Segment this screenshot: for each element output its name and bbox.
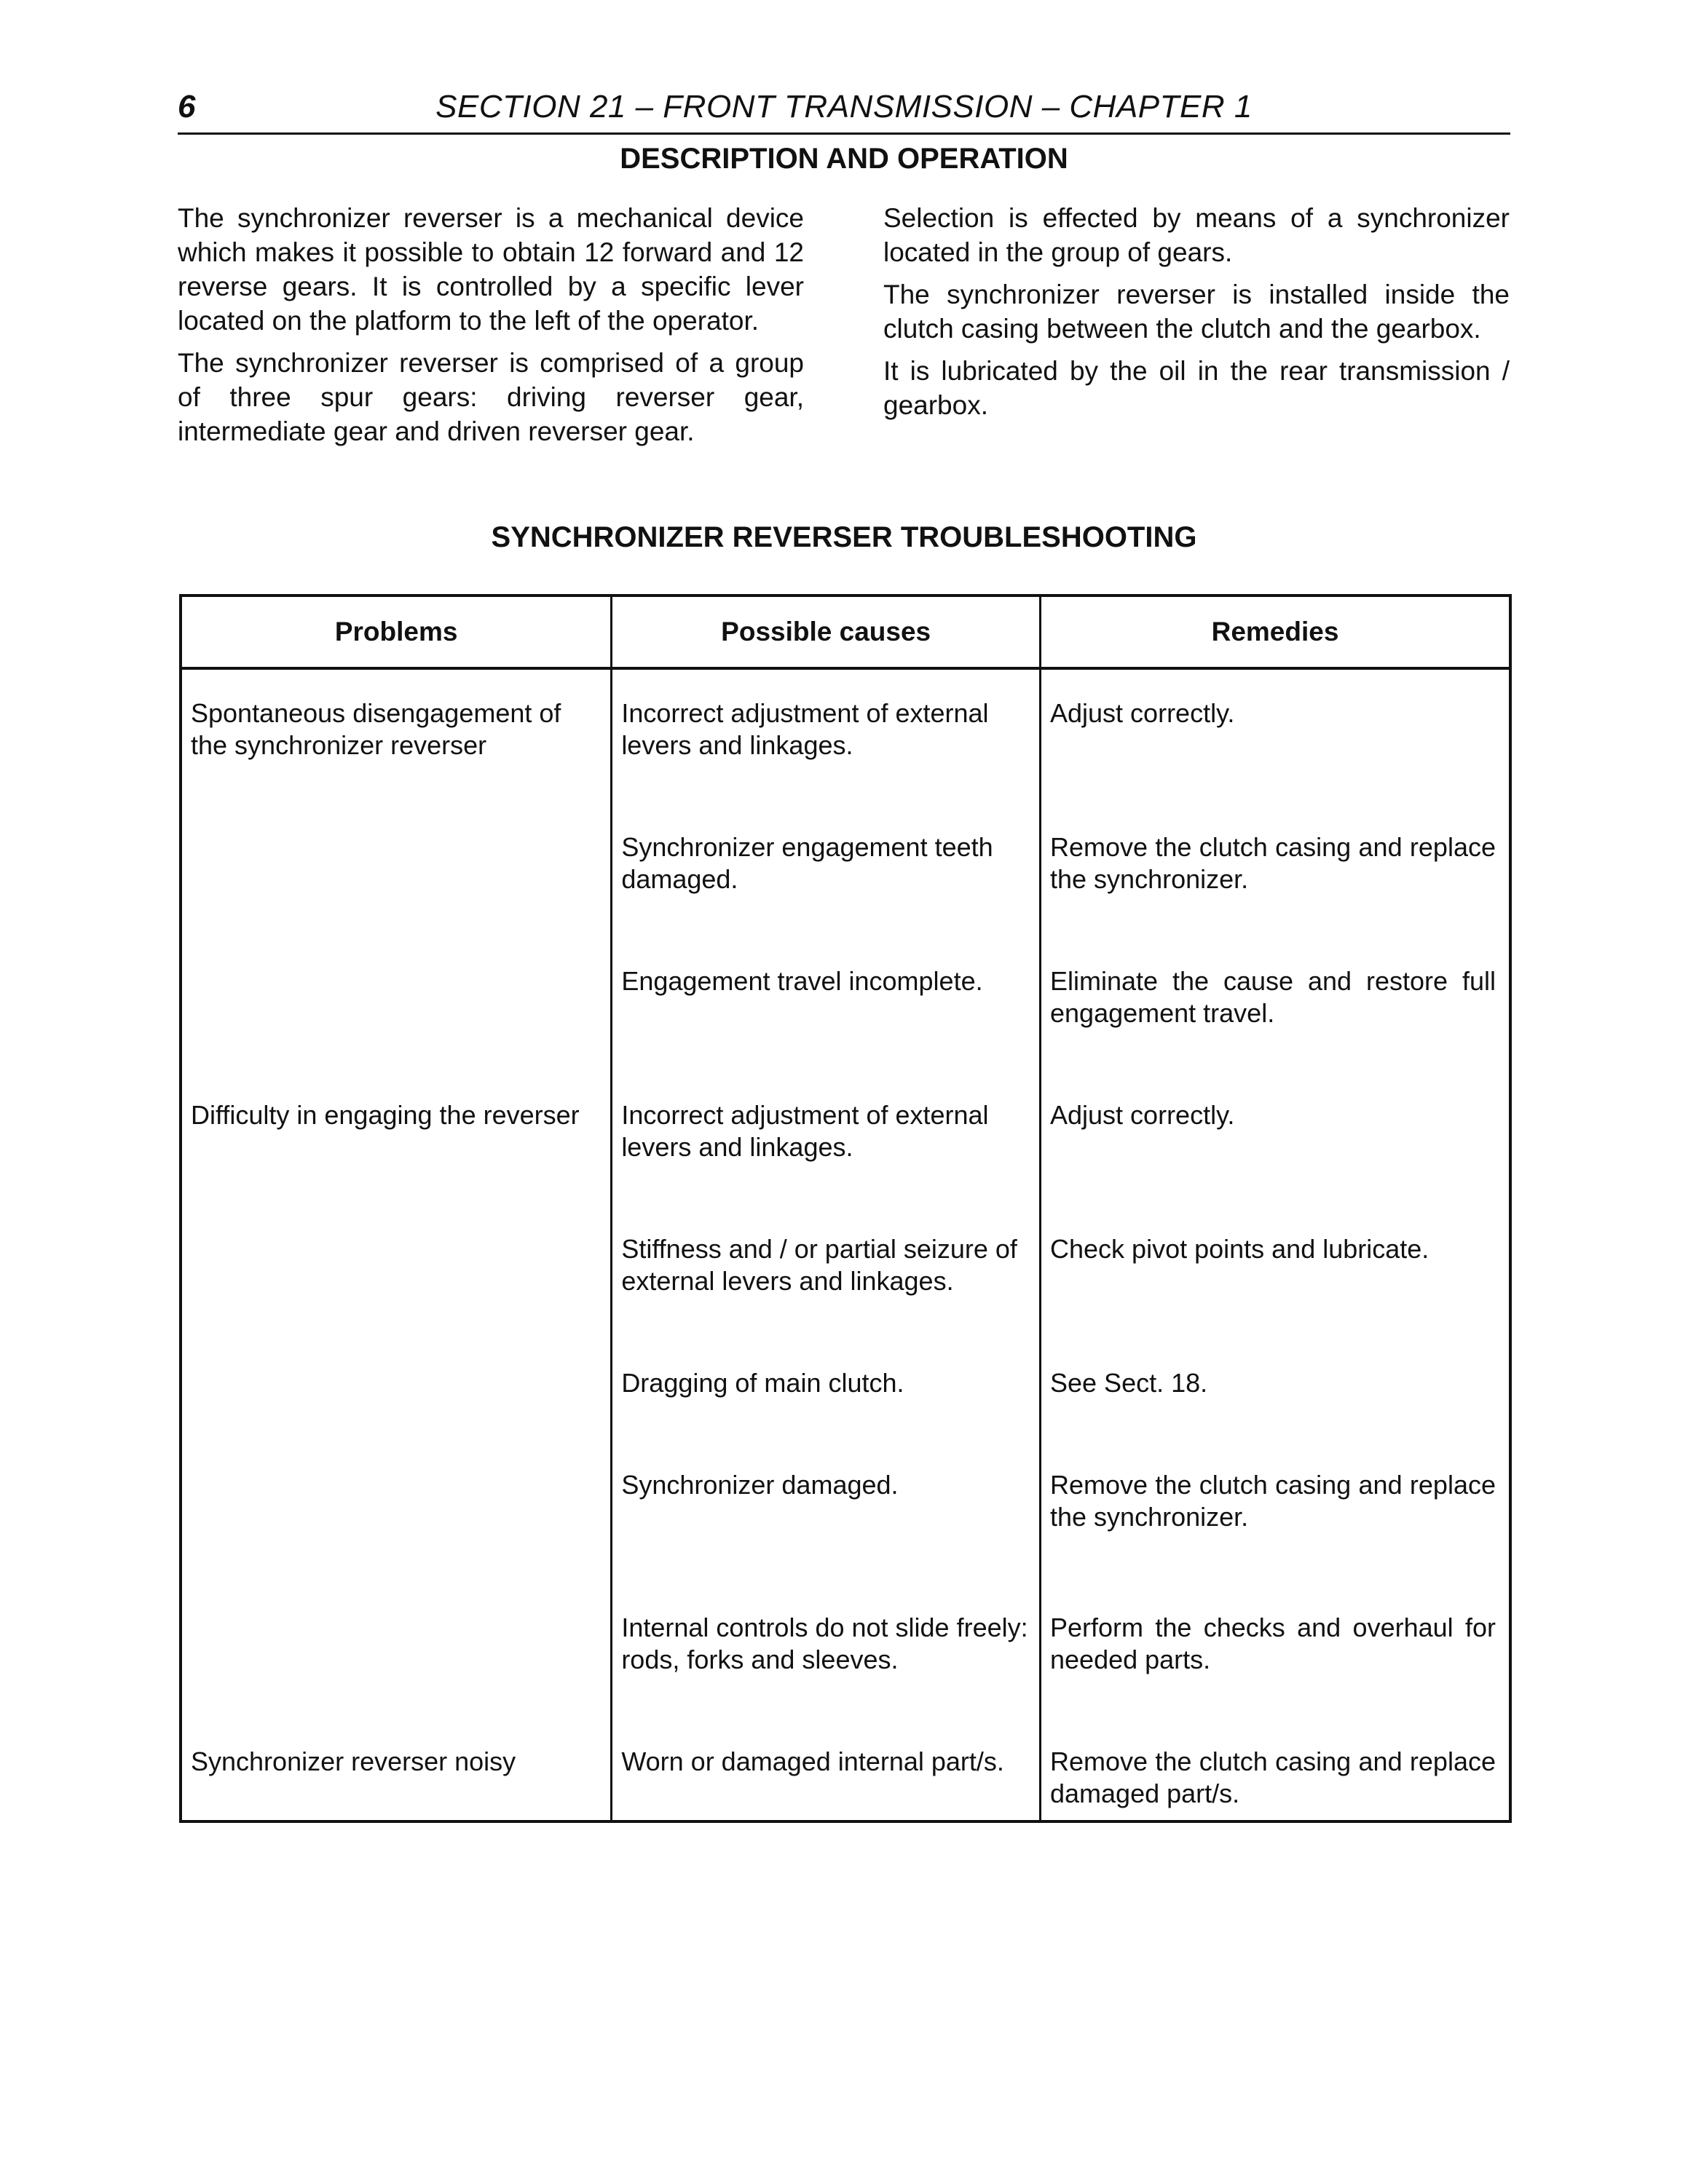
table-header-row (181, 596, 1510, 668)
page-number: 6 (178, 89, 196, 124)
table-row (181, 1718, 1510, 1821)
problem-cell: Difficulty in engaging the reverser (181, 1072, 612, 1206)
remedy-cell: Remove the clutch casing and replace the synchronizer. (1050, 832, 1496, 894)
cause-cell: Worn or damaged internal part/s. (612, 1718, 1041, 1821)
remedy-cell: Eliminate the cause and restore full engagement travel. (1050, 966, 1496, 1028)
description-paragraph: The synchronizer reverser is installed inside the clutch casing between the clutch and the gearbox. (883, 280, 1510, 344)
cause-cell: Synchronizer engagement teeth damaged. (612, 804, 1041, 938)
remedy-cell: Perform the checks and overhaul for needed parts. (1050, 1613, 1496, 1674)
header-possible-causes: Possible causes (612, 596, 1041, 668)
table-row (181, 668, 1510, 804)
remedy-cell: Remove the clutch casing and replace the synchronizer. (1050, 1470, 1496, 1532)
page-header (178, 86, 1510, 135)
description-paragraph: It is lubricated by the oil in the rear transmission / gearbox. (883, 356, 1510, 420)
table-row (181, 1441, 1510, 1584)
problem-cell (181, 938, 612, 1072)
problem-cell (181, 1206, 612, 1340)
section-title: DESCRIPTION AND OPERATION (620, 143, 1068, 175)
table-row (181, 1584, 1510, 1718)
problem-cell (181, 1441, 612, 1584)
remedy-cell: Adjust correctly. (1050, 698, 1235, 728)
cause-cell: Synchronizer damaged. (612, 1441, 1041, 1584)
cause-cell: Dragging of main clutch. (612, 1340, 1041, 1441)
problem-cell: Spontaneous disengagement of the synchronizer reverser (181, 668, 612, 804)
remedy-cell: See Sect. 18. (1050, 1368, 1208, 1398)
description-left-column (178, 201, 804, 456)
problem-cell: Synchronizer reverser noisy (181, 1718, 612, 1821)
problem-cell (181, 804, 612, 938)
cause-cell: Incorrect adjustment of external levers and linkages. (612, 668, 1041, 804)
table-row (181, 804, 1510, 938)
cause-cell: Incorrect adjustment of external levers and linkages. (612, 1072, 1041, 1206)
table-row (181, 1340, 1510, 1441)
description-right-column (883, 201, 1510, 430)
table-title: SYNCHRONIZER REVERSER TROUBLESHOOTING (491, 521, 1197, 553)
table-row (181, 1072, 1510, 1206)
problem-cell (181, 1584, 612, 1718)
remedy-cell: Check pivot points and lubricate. (1050, 1234, 1429, 1264)
remedy-cell: Adjust correctly. (1050, 1100, 1235, 1130)
description-paragraph: The synchronizer reverser is comprised of a group of three spur gears: driving reverser gear, intermediate gear and driven reverser gear. (178, 348, 804, 446)
problem-cell (181, 1340, 612, 1441)
header-problems: Problems (181, 596, 612, 668)
description-paragraph: The synchronizer reverser is a mechanical device which makes it possible to obtain 12 forward and 12 reverse gears. It is controlled by a specific lever located on the platform to the left of the operator. (178, 203, 804, 336)
table-row (181, 1206, 1510, 1340)
cause-cell: Stiffness and / or partial seizure of external levers and linkages. (612, 1206, 1041, 1340)
cause-cell: Internal controls do not slide freely: rods, forks and sleeves. (612, 1584, 1041, 1718)
table-row (181, 938, 1510, 1072)
running-title: SECTION 21 – FRONT TRANSMISSION – CHAPTER 1 (435, 89, 1253, 124)
header-remedies: Remedies (1041, 596, 1511, 668)
troubleshooting-table (179, 594, 1512, 1823)
cause-cell: Engagement travel incomplete. (612, 938, 1041, 1072)
description-paragraph: Selection is effected by means of a synchronizer located in the group of gears. (883, 203, 1510, 267)
remedy-cell: Remove the clutch casing and replace damaged part/s. (1050, 1746, 1496, 1808)
